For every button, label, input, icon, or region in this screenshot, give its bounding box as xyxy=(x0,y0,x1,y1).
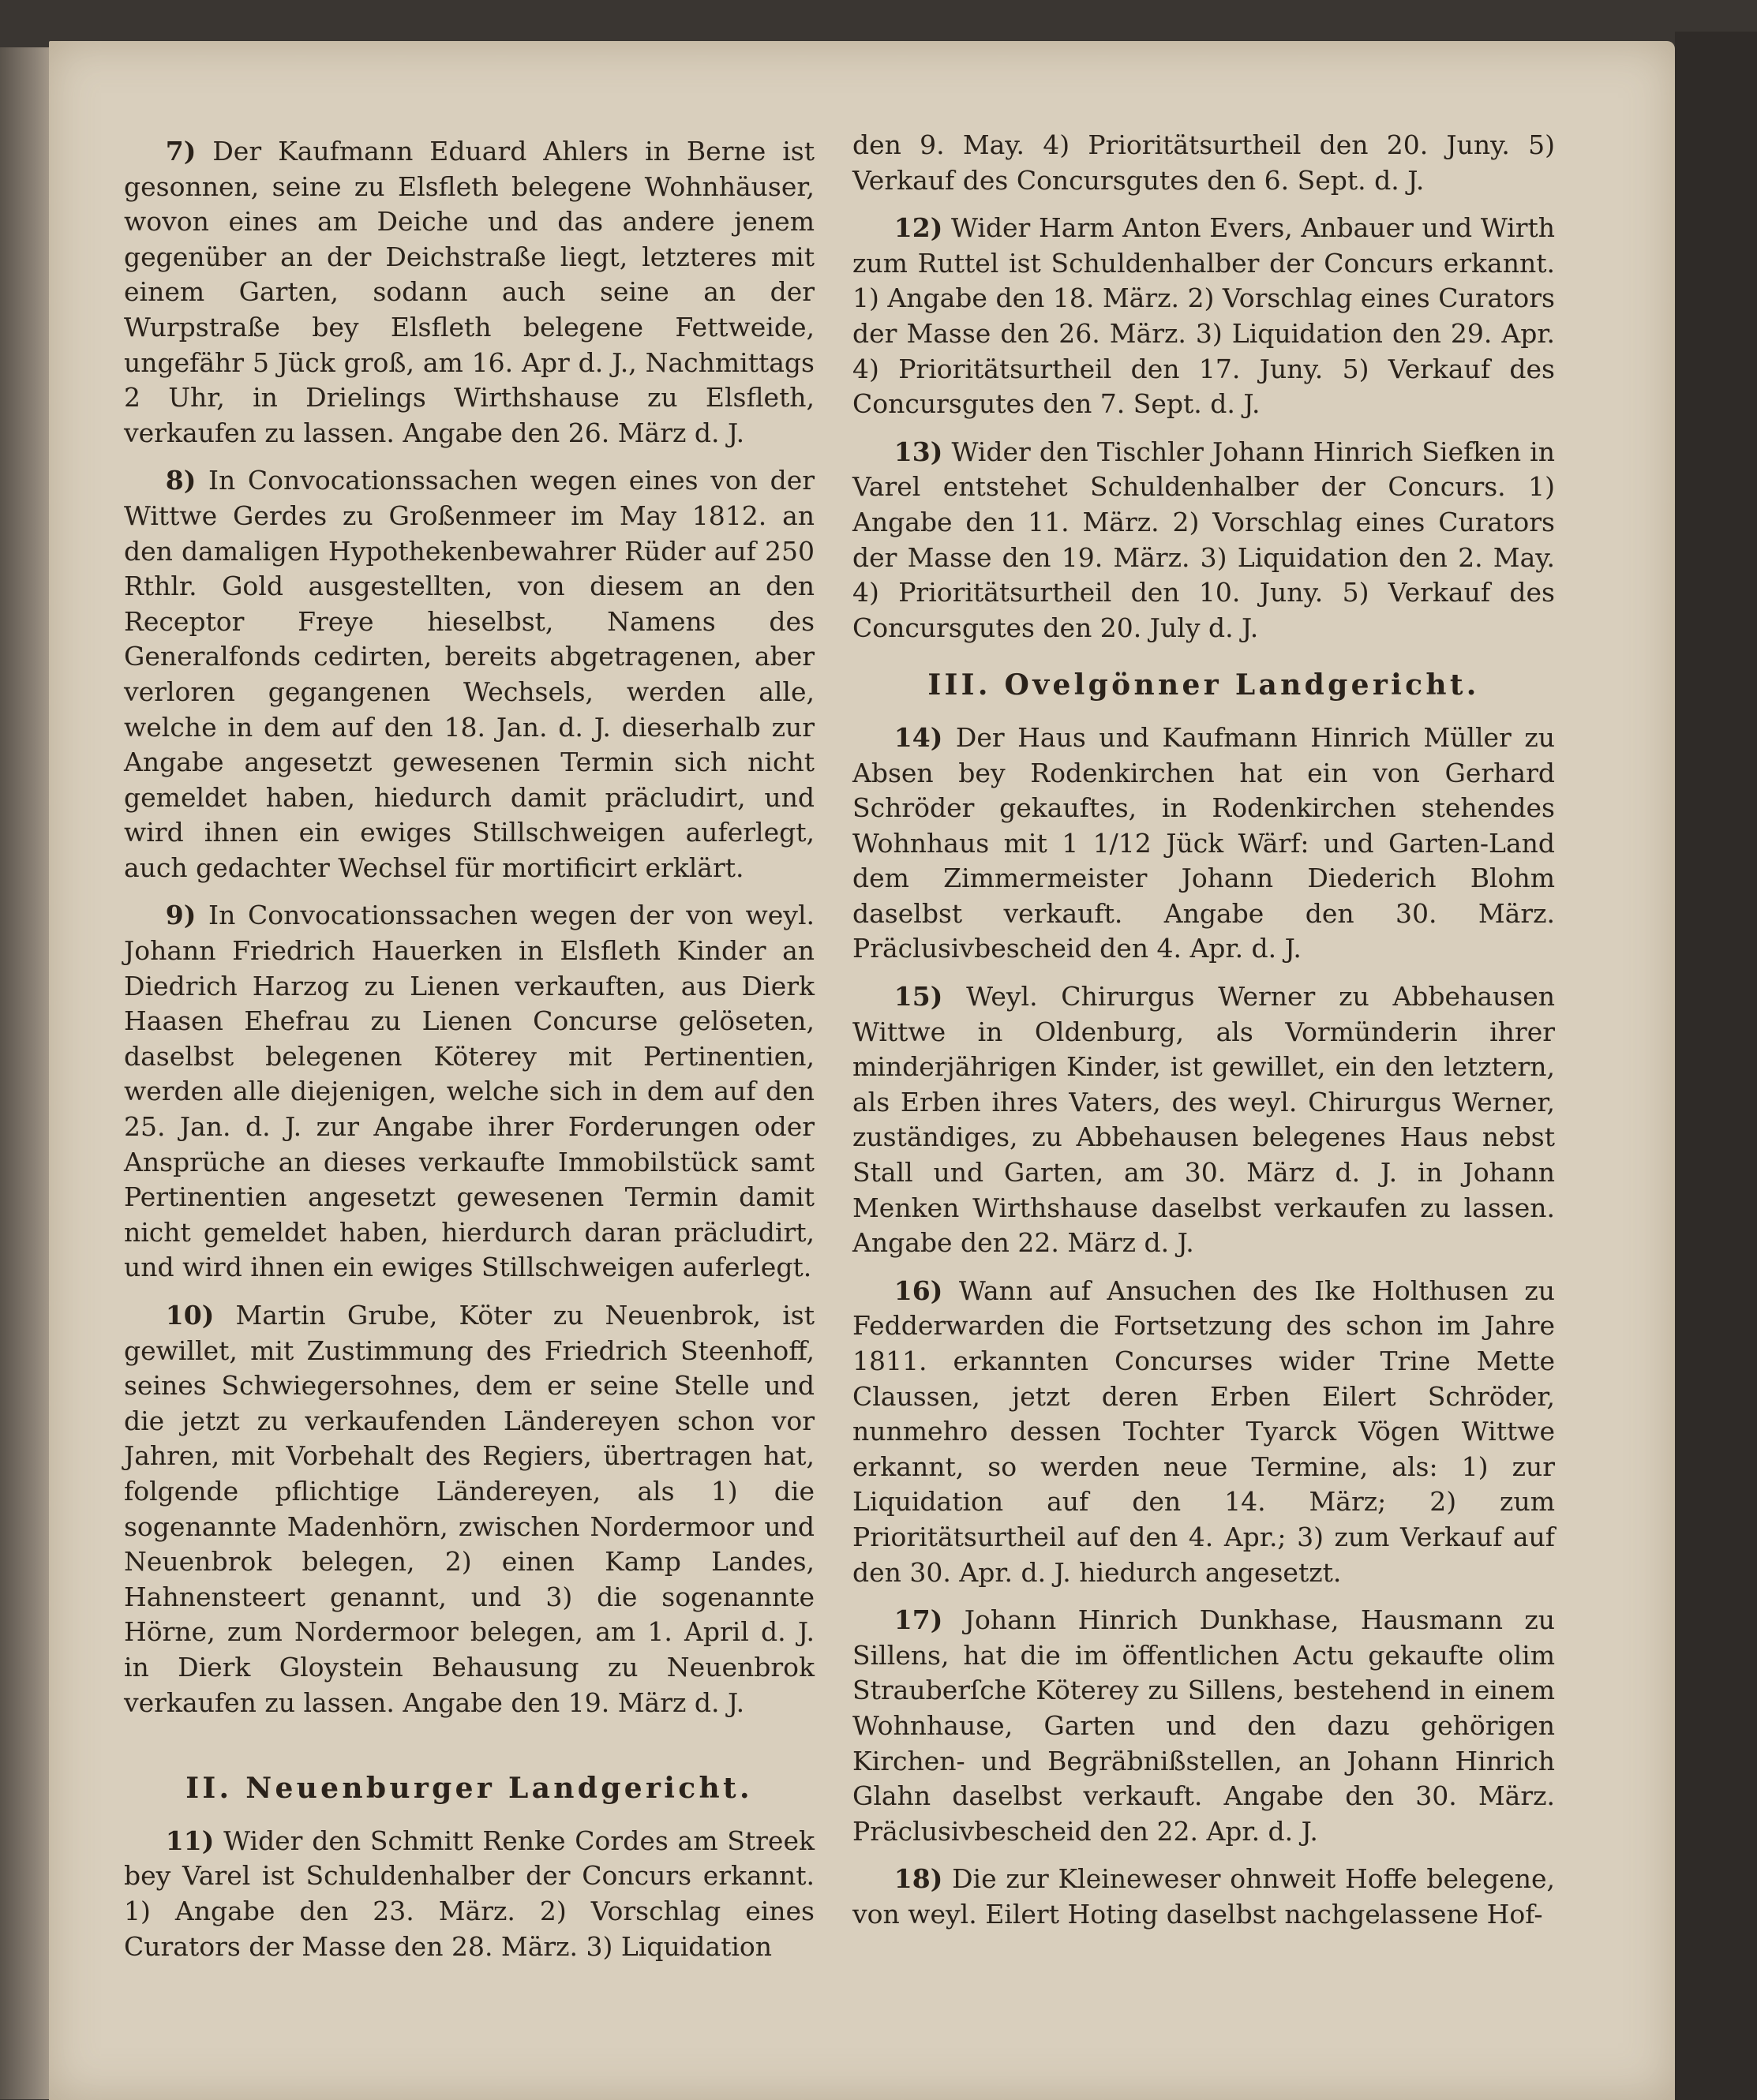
entry-14 xyxy=(852,721,1555,967)
entry-18 xyxy=(852,1862,1555,1932)
entry-number: 11) xyxy=(165,1825,215,1856)
entry-text: In Convocationssachen wegen eines von der Wittwe Gerdes zu Großenmeer im May 1812. an den damaligen Hypothekenbewahrer Rüder auf 250 Rthlr. Gold ausgestellten, von diesem an den Receptor Freye hieselbst, Namens des Generalfonds cedirten, bereits abgetragenen, aber verloren gegangenen Wechsels, werden alle, welche in dem auf den 18. Jan. d. J. dieserhalb zur Angabe angesetzt gewesenen Termin sich nicht gemeldet haben, hiedurch damit präcludirt, und wird ihnen ein ewiges Stillschweigen auferlegt, auch gedachter Wechsel für mortificirt erklärt. xyxy=(124,465,815,883)
entry-10 xyxy=(124,1298,815,1720)
entry-text: Der Haus und Kaufmann Hinrich Müller zu Absen bey Rodenkirchen hat ein von Gerhard Schröder gekauftes, in Rodenkirchen stehendes Wohnhaus mit 1 1/12 Jück Wärf: und Garten-Land dem Zimmermeister Johann Diederich Blohm daselbst verkauft. Angabe den 30. März. Präclusivbescheid den 4. Apr. d. J. xyxy=(852,721,1555,964)
entry-12 xyxy=(852,211,1555,422)
entry-text: Wann auf Ansuchen des Ike Holthusen zu Fedderwarden die Fortsetzung des schon im Jahre 1811. erkannten Concurses wider Trine Mette Claussen, jetzt deren Erben Eilert Schröder, nunmehro dessen Tochter Tyarck Vögen Wittwe erkannt, so werden neue Termine, als: 1) zur Liquidation auf den 14. März; 2) zum Prioritätsurtheil auf den 4. Apr.; 3) zum Verkauf auf den 30. Apr. d. J. hiedurch angesetzt. xyxy=(852,1275,1555,1588)
entry-13 xyxy=(852,435,1555,646)
entry-number: 8) xyxy=(165,465,197,496)
entry-number: 15) xyxy=(893,981,943,1013)
entry-number: 12) xyxy=(893,212,943,244)
entry-text: Johann Hinrich Dunkhase, Hausmann zu Sillens, hat die im öffentlichen Actu gekaufte olim Strauberſche Köterey zu Sillens, bestehend in einem Wohnhause, Garten und den dazu gehörigen Kirchen- und Begräbnißstellen, an Johann Hinrich Glahn daselbst verkauft. Angabe den 30. März. Präclusivbescheid den 22. Apr. d. J. xyxy=(852,1604,1555,1847)
entry-7 xyxy=(124,134,815,451)
entry-9 xyxy=(124,898,815,1286)
scan-background xyxy=(1675,32,1757,2100)
entry-8 xyxy=(124,463,815,885)
entry-number: 7) xyxy=(165,136,197,167)
continuation-text: den 9. May. 4) Prioritätsurtheil den 20. Juny. 5) Verkauf des Concursgutes den 6. Sept. d. J. xyxy=(852,129,1555,196)
entry-text: Wider den Tischler Johann Hinrich Siefken in Varel entstehet Schuldenhalber der Concurs. 1) Angabe den 11. März. 2) Vorschlag eines Curators der Masse den 19. März. 3) Liquidation den 2. May. 4) Prioritätsurtheil den 10. Juny. 5) Verkauf des Concursgutes den 20. July d. J. xyxy=(852,436,1555,643)
entry-text: In Convocationssachen wegen der von weyl. Johann Friedrich Hauerken in Elsfleth Kinder an Diedrich Harzog zu Lienen verkauften, aus Dierk Haasen Ehefrau zu Lienen Concurse gelöseten, daselbst belegenen Köterey mit Pertinentien, werden alle diejenigen, welche sich in dem auf den 25. Jan. d. J. zur Angabe ihrer Forderungen oder Ansprüche an dieses verkaufte Immobilstück samt Pertinentien angesetzt gewesenen Termin damit nicht gemeldet haben, hierdurch daran präcludirt, und wird ihnen ein ewiges Stillschweigen auferlegt. xyxy=(124,900,815,1283)
entry-number: 17) xyxy=(893,1604,943,1636)
section-heading: II. Neuenburger Landgericht. xyxy=(185,1772,753,1806)
section-heading: III. Ovelgönner Landgericht. xyxy=(927,668,1480,702)
entry-text: Die zur Kleineweser ohnweit Hoffe belegene, von weyl. Eilert Hoting daselbst nachgelassene Hof- xyxy=(852,1863,1555,1930)
entry-text: Weyl. Chirurgus Werner zu Abbehausen Wittwe in Oldenburg, als Vormünderin ihrer minderjährigen Kinder, ist gewillet, ein den letztern, als Erben ihres Vaters, des weyl. Chirurgus Werner, zuständiges, zu Abbehausen belegenes Haus nebst Stall und Garten, am 30. März d. J. in Johann Menken Wirthshause daselbst verkaufen zu lassen. Angabe den 22. März d. J. xyxy=(852,981,1555,1259)
entry-17 xyxy=(852,1603,1555,1849)
entry-16 xyxy=(852,1274,1555,1590)
entry-number: 16) xyxy=(893,1275,943,1306)
entry-text: Wider Harm Anton Evers, Anbauer und Wirth zum Ruttel ist Schuldenhalber der Concurs erkannt. 1) Angabe den 18. März. 2) Vorschlag eines Curators der Masse den 26. März. 3) Liquidation den 29. Apr. 4) Prioritätsurtheil den 17. Juny. 5) Verkauf des Concursgutes den 7. Sept. d. J. xyxy=(852,212,1555,420)
entry-number: 9) xyxy=(165,900,197,931)
entry-number: 18) xyxy=(893,1863,943,1895)
entry-text: Der Kaufmann Eduard Ahlers in Berne ist gesonnen, seine zu Elsfleth belegene Wohnhäuser, wovon eines am Deiche und das andere jenem gegenüber an der Deichstraße liegt, letzteres mit einem Garten, sodann auch seine an der Wurpstraße bey Elsfleth belegene Fettweide, ungefähr 5 Jück groß, am 16. Apr d. J., Nachmittags 2 Uhr, in Drielings Wirthshause zu Elsfleth, verkaufen zu lassen. Angabe den 26. März d. J. xyxy=(124,136,815,448)
entry-text: Martin Grube, Köter zu Neuenbrok, ist gewillet, mit Zustimmung des Friedrich Steenhoff, seines Schwiegersohnes, dem er seine Stelle und die jetzt zu verkaufenden Ländereyen schon vor Jahren, mit Vorbehalt des Regiers, übertragen hat, folgende pflichtige Ländereyen, als 1) die sogenannte Madenhörn, zwischen Nordermoor und Neuenbrok belegen, 2) einen Kamp Landes, Hahnensteert genannt, und 3) die sogenannte Hörne, zum Nordermoor belegen, am 1. April d. J. in Dierk Gloystein Behausung zu Neuenbrok verkaufen zu lassen. Angabe den 19. März d. J. xyxy=(124,1300,815,1718)
entry-text: Wider den Schmitt Renke Cordes am Streek bey Varel ist Schuldenhalber der Concurs erkannt. 1) Angabe den 23. März. 2) Vorschlag eines Curators der Masse den 28. März. 3) Liquidation xyxy=(124,1825,815,1962)
right-column xyxy=(852,128,1555,1945)
entry-number: 14) xyxy=(893,721,943,753)
entry-number: 13) xyxy=(893,436,943,467)
entry-number: 10) xyxy=(165,1300,215,1331)
left-column xyxy=(124,134,815,1977)
entry-11 xyxy=(124,1824,815,1964)
entry-15 xyxy=(852,979,1555,1261)
